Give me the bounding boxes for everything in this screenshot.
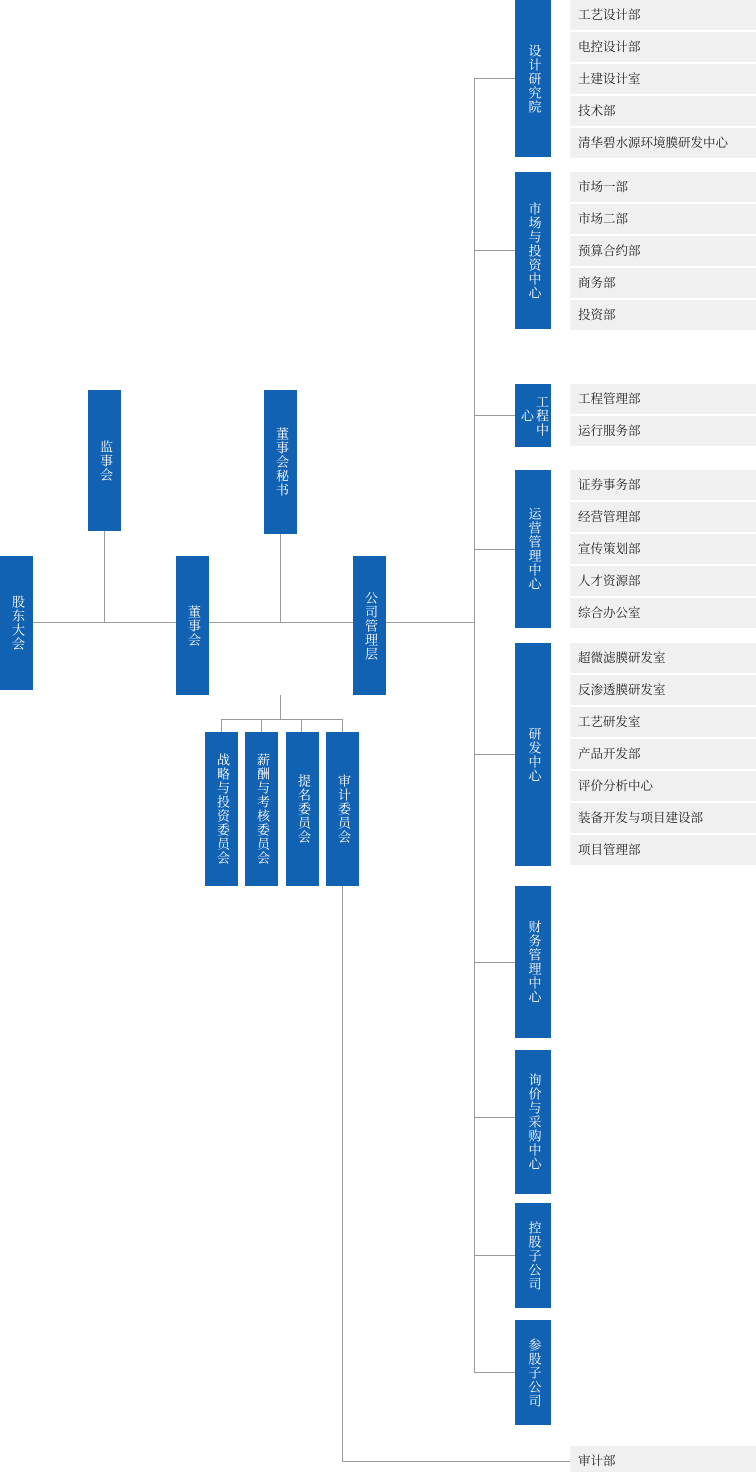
leaf-department[interactable]: 市场二部	[570, 204, 756, 235]
leaf-department[interactable]: 人才资源部	[570, 566, 756, 597]
node-board-secretary[interactable]: 董事会秘书	[264, 390, 297, 534]
connector-center-9	[474, 1372, 515, 1373]
leaf-department[interactable]: 证券事务部	[570, 470, 756, 501]
connector-committee-bus	[221, 719, 342, 720]
node-center-operations-management[interactable]: 运营管理中心	[515, 470, 551, 628]
connector-center-bus	[474, 78, 475, 1372]
leaf-department[interactable]: 工艺研发室	[570, 707, 756, 738]
leaf-department[interactable]: 运行服务部	[570, 416, 756, 447]
leaf-department[interactable]: 装备开发与项目建设部	[570, 803, 756, 834]
node-strategy-investment-committee[interactable]: 战略与投资委员会	[205, 732, 238, 886]
connector-committee-3	[301, 719, 302, 732]
node-center-design-institute[interactable]: 设计研究院	[515, 0, 551, 157]
node-remuneration-appraisal-committee[interactable]: 薪酬与考核委员会	[245, 732, 278, 886]
connector-center-4	[474, 549, 515, 550]
leaf-department[interactable]: 预算合约部	[570, 236, 756, 267]
connector-audit-across	[342, 1461, 570, 1462]
leaf-department[interactable]: 超微滤膜研发室	[570, 643, 756, 674]
leaf-department[interactable]: 宣传策划部	[570, 534, 756, 565]
leaf-department[interactable]: 评价分析中心	[570, 771, 756, 802]
connector-audit-down	[342, 886, 343, 1461]
node-audit-committee[interactable]: 审计委员会	[326, 732, 359, 886]
node-center-finance-management[interactable]: 财务管理中心	[515, 886, 551, 1038]
connector-center-7	[474, 1117, 515, 1118]
connector-committee-2	[261, 719, 262, 732]
node-shareholders-meeting[interactable]: 股东大会	[0, 556, 33, 690]
node-center-rnd[interactable]: 研发中心	[515, 643, 551, 866]
connector-center-6	[474, 962, 515, 963]
leaf-department[interactable]: 产品开发部	[570, 739, 756, 770]
connector-center-2	[474, 250, 515, 251]
connector-board-down	[280, 695, 281, 719]
leaf-audit-department[interactable]: 审计部	[570, 1446, 756, 1472]
node-equity-subsidiaries[interactable]: 参股子公司	[515, 1320, 551, 1425]
leaf-department[interactable]: 工程管理部	[570, 384, 756, 415]
leaf-department[interactable]: 投资部	[570, 300, 756, 331]
connector-committee-4	[342, 719, 343, 732]
node-holding-subsidiaries[interactable]: 控股子公司	[515, 1203, 551, 1308]
connector-center-5	[474, 754, 515, 755]
node-nomination-committee[interactable]: 提名委员会	[286, 732, 319, 886]
leaf-department[interactable]: 工艺设计部	[570, 0, 756, 31]
leaf-department[interactable]: 反渗透膜研发室	[570, 675, 756, 706]
leaf-department[interactable]: 项目管理部	[570, 835, 756, 866]
node-supervisory-board[interactable]: 监事会	[88, 390, 121, 531]
node-board-of-directors[interactable]: 董事会	[176, 556, 209, 695]
connector-center-3	[474, 415, 515, 416]
leaf-department[interactable]: 土建设计室	[570, 64, 756, 95]
leaf-department[interactable]: 清华碧水源环境膜研发中心	[570, 128, 756, 159]
connector-committee-1	[221, 719, 222, 732]
connector-center-1	[474, 78, 515, 79]
leaf-department[interactable]: 综合办公室	[570, 598, 756, 629]
node-center-procurement[interactable]: 询价与采购中心	[515, 1050, 551, 1194]
node-company-management[interactable]: 公司管理层	[353, 556, 386, 695]
node-center-market-investment[interactable]: 市场与投资中心	[515, 172, 551, 329]
leaf-department[interactable]: 经营管理部	[570, 502, 756, 533]
node-center-engineering[interactable]: 工程中心	[515, 384, 551, 447]
leaf-department[interactable]: 电控设计部	[570, 32, 756, 63]
connector-supervisory-drop	[104, 531, 105, 623]
leaf-department[interactable]: 技术部	[570, 96, 756, 127]
connector-main-spine	[33, 622, 474, 623]
leaf-department[interactable]: 市场一部	[570, 172, 756, 203]
connector-center-8	[474, 1255, 515, 1256]
leaf-department[interactable]: 商务部	[570, 268, 756, 299]
connector-secretary-drop	[280, 534, 281, 623]
